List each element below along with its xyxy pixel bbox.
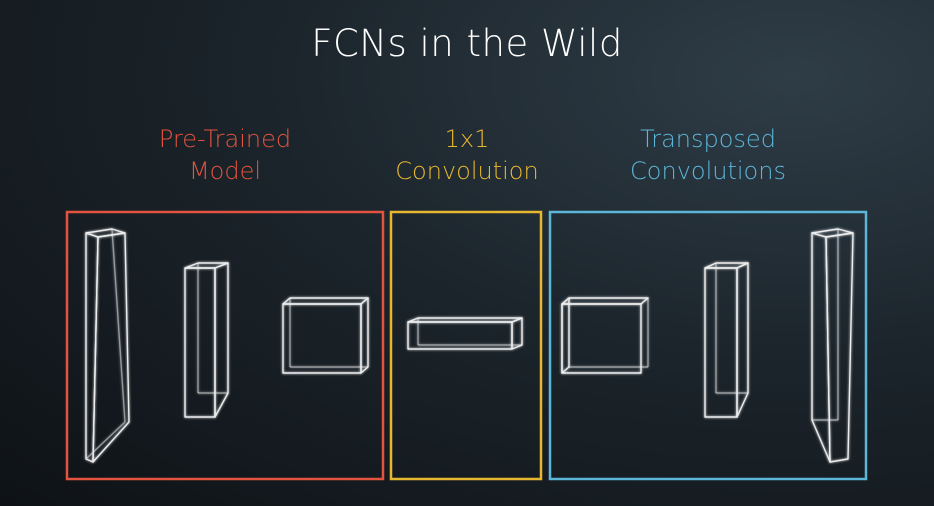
label-transposed-line2: Convolutions bbox=[630, 157, 786, 185]
feature-map-tall-1 bbox=[86, 229, 129, 462]
feature-map-wide-2 bbox=[562, 298, 648, 373]
feature-map-medium-1 bbox=[185, 263, 228, 417]
feature-map-wide-1 bbox=[283, 298, 368, 373]
label-pretrained-line1: Pre-Trained bbox=[158, 125, 292, 153]
label-transposed-line1: Transposed bbox=[640, 125, 776, 153]
feature-map-1x1 bbox=[408, 318, 522, 349]
feature-map-tall-2 bbox=[812, 229, 853, 462]
label-1x1-line2: Convolution bbox=[395, 157, 539, 185]
frame-transposed-convolutions bbox=[550, 212, 866, 479]
label-1x1-line1: 1x1 bbox=[444, 125, 490, 153]
feature-map-medium-2 bbox=[705, 263, 748, 417]
label-pretrained-line2: Model bbox=[188, 157, 262, 185]
slide-title: FCNs in the Wild bbox=[311, 22, 623, 65]
